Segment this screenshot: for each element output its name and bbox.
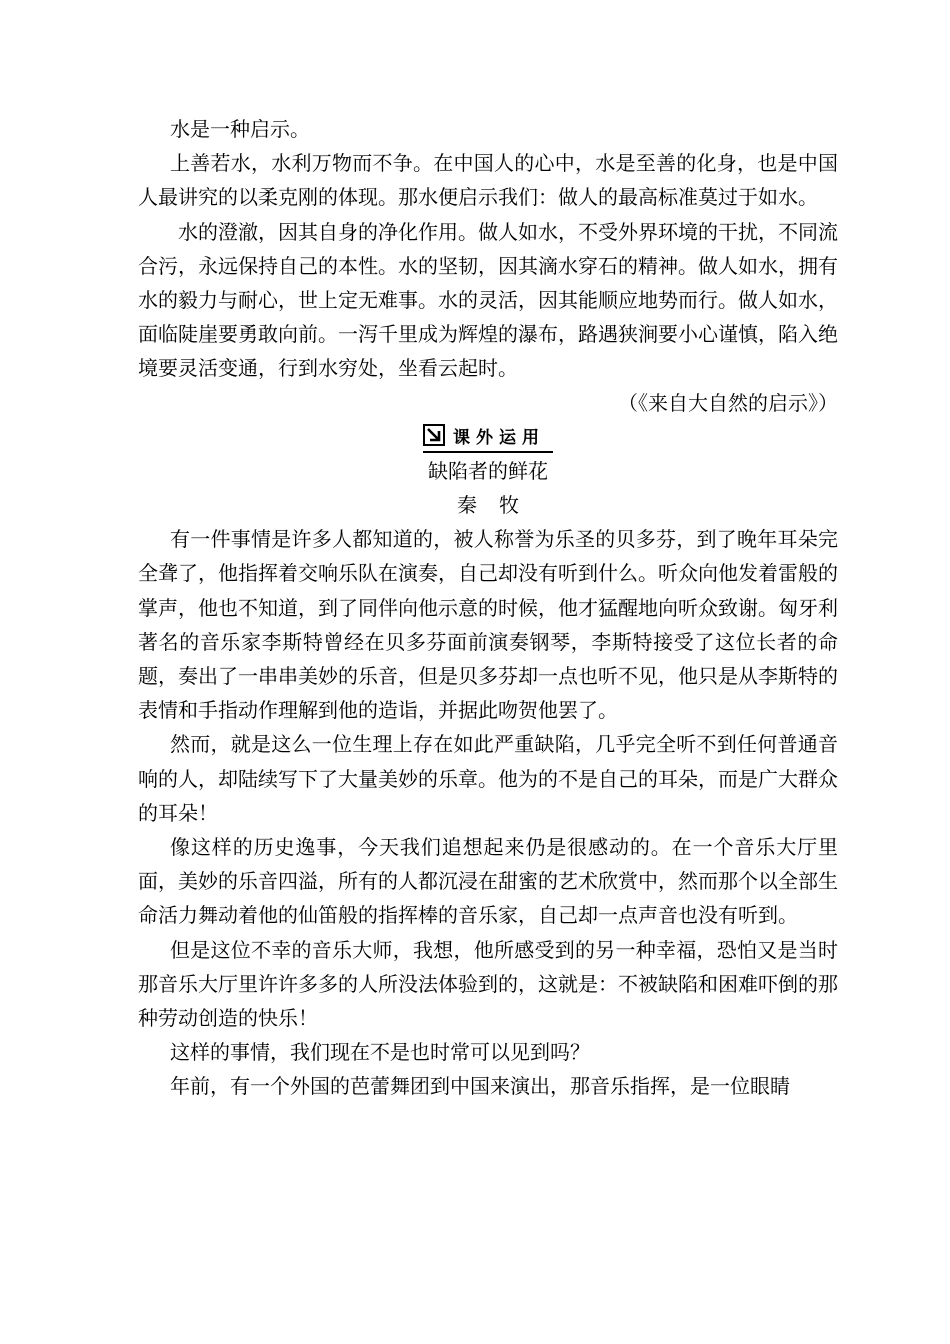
section-header — [138, 420, 838, 454]
article-title: 缺陷者的鲜花 — [428, 458, 548, 483]
paragraph: 像这样的历史逸事，今天我们追想起来仍是很感动的。在一个音乐大厅里面，美妙的乐音四溢，所有的人都沉浸在甜蜜的艺术欣赏中，然而那个以全部生命活力舞动着他的仙笛般的指挥棒的音乐家，自己却一点声音也没有听到。 — [138, 835, 838, 928]
source-citation: （《来自大自然的启示》） — [618, 390, 838, 415]
paragraph: 年前，有一个外国的芭蕾舞团到中国来演出，那音乐指挥，是一位眼睛 — [170, 1074, 790, 1099]
paragraph: 上善若水，水利万物而不争。在中国人的心中，水是至善的化身，也是中国人最讲究的以柔克刚的体现。那水便启示我们：做人的最高标准莫过于如水。 — [138, 151, 838, 210]
paragraph: 但是这位不幸的音乐大师，我想，他所感受到的另一种幸福，恐怕又是当时那音乐大厅里许许多多的人所没法体验到的，这就是：不被缺陷和困难吓倒的那种劳动创造的快乐！ — [138, 937, 838, 1031]
section-badge — [423, 424, 553, 453]
paragraph: 有一件事情是许多人都知道的，被人称誉为乐圣的贝多芬，到了晚年耳朵完全聋了，他指挥着交响乐队在演奏，自己却没有听到什么。听众向他发着雷般的掌声，他也不知道，到了同伴向他示意的时候，他才猛醒地向听众致谢。匈牙利著名的音乐家李斯特曾经在贝多芬面前演奏钢琴，李斯特接受了这位长者的命题，奏出了一串串美妙的乐音，但是贝多芬却一点也听不见，他只是从李斯特的表情和手指动作理解到他的造诣，并据此吻贺他罢了。 — [138, 527, 838, 723]
paragraph: 水的澄澈，因其自身的净化作用。做人如水，不受外界环境的干扰，不同流合污，永远保持自己的本性。水的坚韧，因其滴水穿石的精神。做人如水，拥有水的毅力与耐心，世上定无难事。水的灵活，因其能顺应地势而行。做人如水，面临陡崖要勇敢向前。一泻千里成为辉煌的瀑布，路遇狭涧要小心谨慎，陷入绝境要灵活变通，行到水穷处，坐看云起时。 — [138, 219, 838, 381]
section-label: 课外运用 — [453, 427, 545, 448]
article-author: 秦牧 — [457, 493, 541, 518]
paragraph: 这样的事情，我们现在不是也时常可以见到吗？ — [170, 1040, 590, 1065]
paragraph: 水是一种启示。 — [170, 117, 310, 141]
document-page — [138, 112, 838, 1104]
arrow-down-right-icon — [423, 424, 445, 446]
paragraph: 然而，就是这么一位生理上存在如此严重缺陷，几乎完全听不到任何普通音响的人，却陆续写下了大量美妙的乐章。他为的不是自己的耳朵，而是广大群众的耳朵！ — [138, 732, 838, 825]
